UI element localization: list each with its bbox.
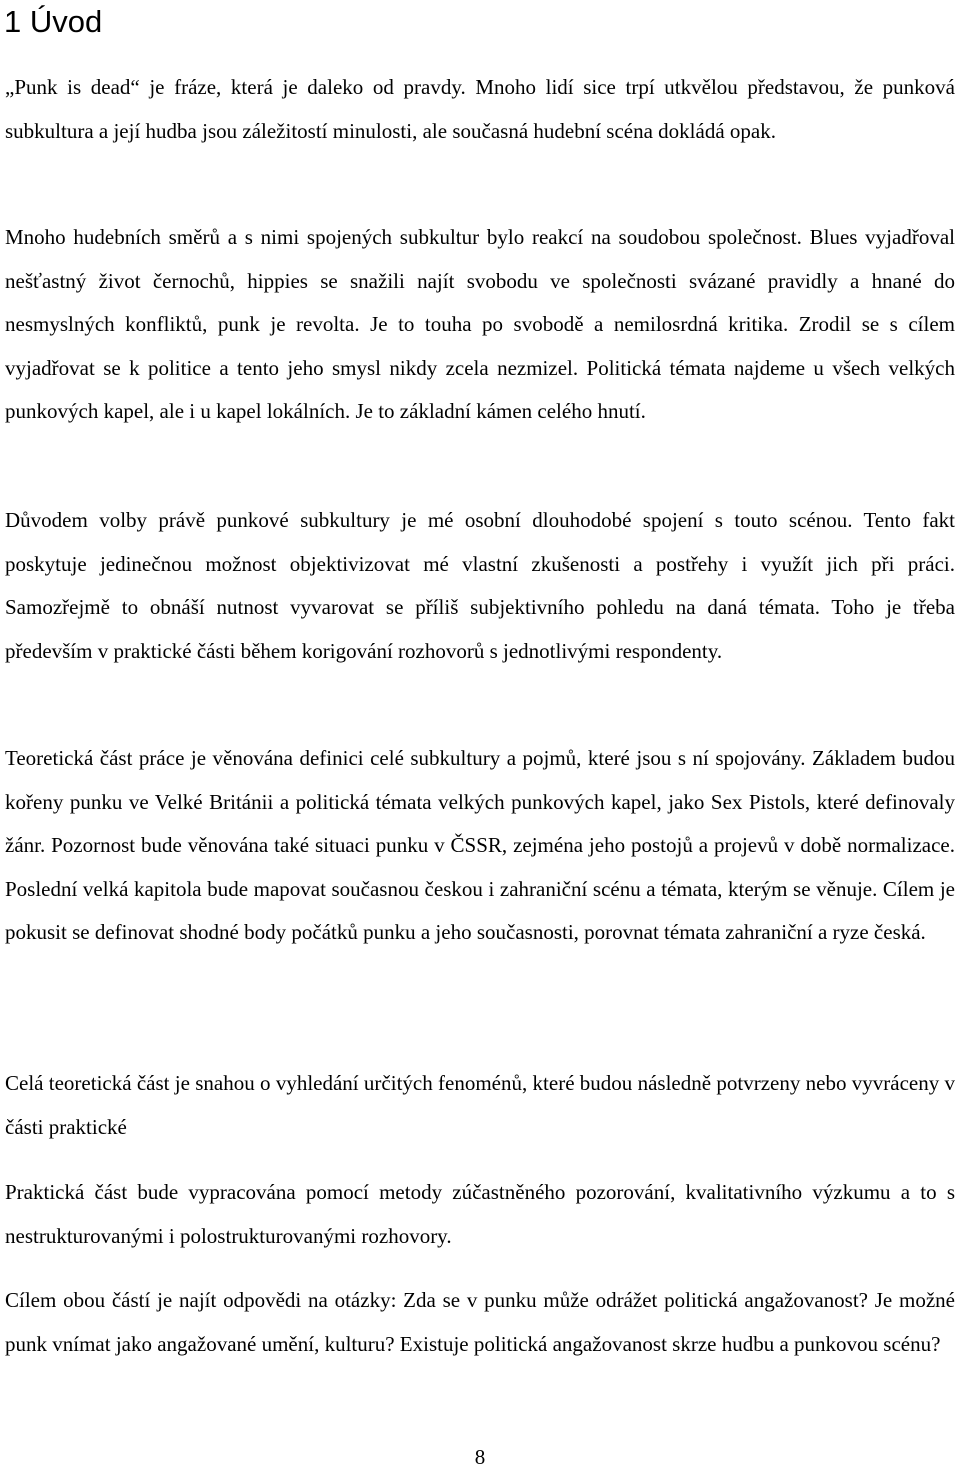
paragraph-phenomena: Celá teoretická část je snahou o vyhledání určitých fenoménů, které budou následně potvrzeny nebo vyvráceny v části praktické [5, 1071, 955, 1139]
paragraph-research-questions: Cílem obou částí je najít odpovědi na otázky: Zda se v punku může odrážet politická angažovanost? Je možné punk vnímat jako angažované umění, kulturu? Existuje politická angažovanost skrze hudbu a punkovou scénu? [5, 1288, 955, 1356]
paragraph-theoretical-part: Teoretická část práce je věnována definici celé subkultury a pojmů, které jsou s ní spojovány. Základem budou kořeny punku ve Velké Británii a politická témata velkých punkových kapel, jako Sex Pistols, které definovaly žánr. Pozornost bude věnována také situaci punku v ČSSR, zejména jeho postojů a projevů v době normalizace. Poslední velká kapitola bude mapovat současnou českou i zahraniční scénu a témata, kterým se věnuje. Cílem je pokusit se definovat shodné body počátků punku a jeho současnosti, porovnat témata zahraniční a ryze česká. [5, 746, 955, 944]
paragraph-music-movements: Mnoho hudebních směrů a s nimi spojených subkultur bylo reakcí na soudobou společnost. Blues vyjadřoval nešťastný život černochů, hippies se snažili najít svobodu ve společnosti svázané pravidly a hnané do nesmyslných konfliktů, punk je revolta. Je to touha po svobodě a nemilosrdná kritika. Zrodil se s cílem vyjadřovat se k politice a tento jeho smysl nikdy zcela nezmizel. Politická témata najdeme u všech velkých punkových kapel, ale i u kapel lokálních. Je to základní kámen celého hnutí. [5, 225, 955, 423]
page-number: 8 [474, 1445, 486, 1469]
section-heading: 1 Úvod [4, 4, 103, 39]
paragraph-practical-part: Praktická část bude vypracována pomocí metody zúčastněného pozorování, kvalitativního výzkumu a to s nestrukturovanými i polostrukturovanými rozhovory. [5, 1180, 955, 1248]
paragraph-intro: „Punk is dead“ je fráze, která je daleko od pravdy. Mnoho lidí sice trpí utkvělou představou, že punková subkultura a její hudba jsou záležitostí minulosti, ale současná hudební scéna dokládá opak. [5, 75, 955, 143]
paragraph-motivation: Důvodem volby právě punkové subkultury je mé osobní dlouhodobé spojení s touto scénou. Tento fakt poskytuje jedinečnou možnost objektivizovat mé vlastní zkušenosti a postřehy i využít jich při práci. Samozřejmě to obnáší nutnost vyvarovat se příliš subjektivního pohledu na daná témata. Toho je třeba především v praktické části během korigování rozhovorů s jednotlivými respondenty. [5, 508, 955, 663]
